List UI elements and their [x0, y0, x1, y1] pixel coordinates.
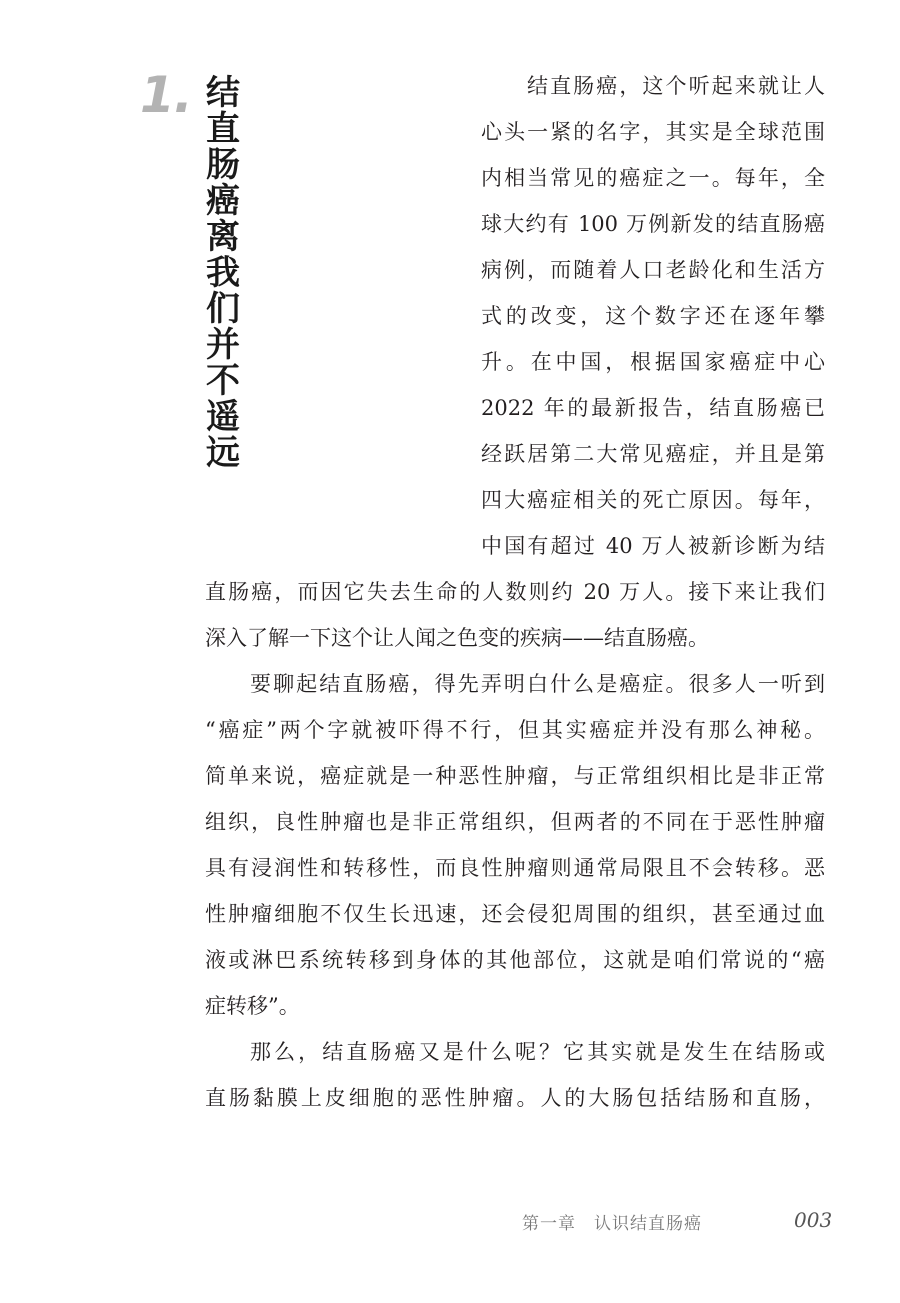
text-line: 液或淋巴系统转移到身体的其他部位，这就是咱们常说的“癌	[205, 948, 825, 972]
text-line: 内相当常见的癌症之一。每年，全	[481, 166, 825, 190]
footer-page-number: 003	[794, 1208, 833, 1232]
text-line: 中国有超过 40 万人被新诊断为结	[481, 534, 825, 558]
text-line: 具有浸润性和转移性，而良性肿瘤则通常局限且不会转移。恶	[205, 856, 825, 880]
text-line: 结直肠癌，这个听起来就让人	[527, 74, 825, 98]
text-line: 简单来说，癌症就是一种恶性肿瘤，与正常组织相比是非正常	[205, 764, 825, 788]
text-line: 式的改变，这个数字还在逐年攀	[481, 304, 825, 328]
section-number: 1.	[140, 66, 192, 124]
footer-chapter-title: 第一章 认识结直肠癌	[522, 1214, 702, 1234]
text-line: 性肿瘤细胞不仅生长迅速，还会侵犯周围的组织，甚至通过血	[205, 902, 825, 926]
text-line: 病例，而随着人口老龄化和生活方	[481, 258, 825, 282]
text-line: 升。在中国，根据国家癌症中心	[481, 350, 825, 374]
text-line: 经跃居第二大常见癌症，并且是第	[481, 442, 825, 466]
text-line: 那么，结直肠癌又是什么呢？它其实就是发生在结肠或	[250, 1040, 825, 1064]
text-line: 要聊起结直肠癌，得先弄明白什么是癌症。很多人一听到	[250, 672, 825, 696]
text-line: 2022 年的最新报告，结直肠癌已	[481, 396, 825, 420]
text-line: 球大约有 100 万例新发的结直肠癌	[481, 212, 825, 236]
text-line: 四大癌症相关的死亡原因。每年，	[481, 488, 825, 512]
text-line: 直肠黏膜上皮细胞的恶性肿瘤。人的大肠包括结肠和直肠，	[205, 1086, 825, 1110]
text-line: 直肠癌，而因它失去生命的人数则约 20 万人。接下来让我们	[205, 580, 825, 604]
text-line: 组织，良性肿瘤也是非正常组织，但两者的不同在于恶性肿瘤	[205, 810, 825, 834]
text-line: 心头一紧的名字，其实是全球范围	[481, 120, 825, 144]
text-line: 症转移”。	[205, 994, 300, 1018]
text-line: “癌症”两个字就被吓得不行，但其实癌症并没有那么神秘。	[205, 718, 825, 742]
section-title: 结直肠癌离我们并不遥远	[206, 73, 240, 473]
text-line: 深入了解一下这个让人闻之色变的疾病——结直肠癌。	[205, 626, 709, 650]
